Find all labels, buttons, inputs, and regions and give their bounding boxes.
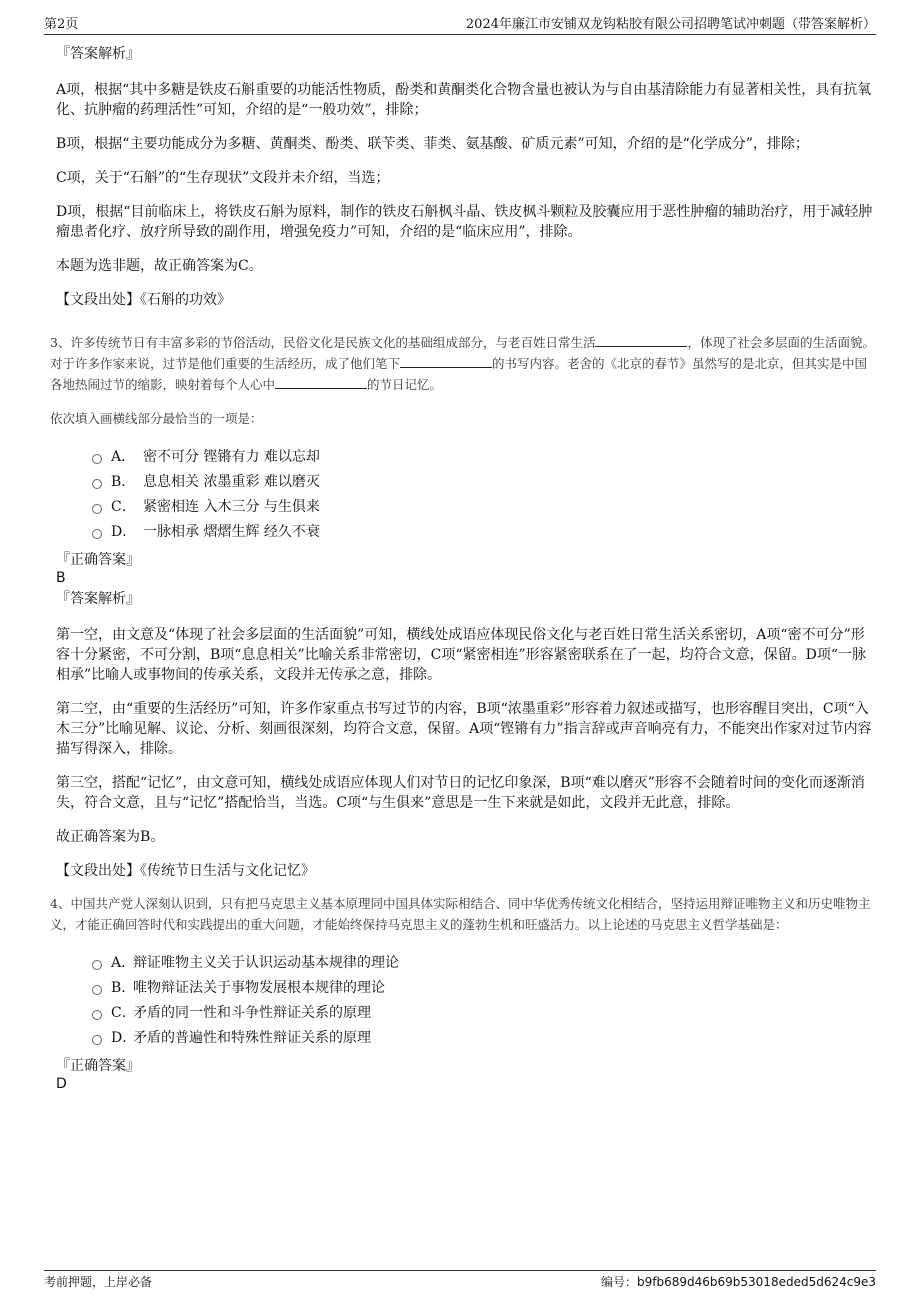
footer-slogan: 考前押题，上岸必备 <box>44 1275 153 1289</box>
option-letter: A． <box>111 954 136 971</box>
q3-analysis-para-1: 第一空，由文意及“体现了社会多层面的生活面貌”可知，横线处成语应体现民俗文化与老百姓日常生活关系密切，A项“密不可分”形容十分紧密，不可分割，B项“息息相关”比喻关系非常密切，C项“紧密相连”形容紧密联系在了一起，均符合文意，保留。D项“一脉相承”比喻人或事物间的传承关系，文段并无传承之意，排除。 <box>56 627 867 683</box>
q2-conclusion: 本题为选非题，故正确答案为C。 <box>56 258 263 274</box>
option-letter: B． <box>111 473 136 490</box>
page-header <box>44 10 876 35</box>
radio-icon[interactable] <box>92 529 102 539</box>
q4-option-c[interactable] <box>92 999 876 1024</box>
option-text: 密不可分 铿锵有力 难以忘却 <box>143 448 320 465</box>
q3-option-c[interactable] <box>92 493 876 518</box>
q3-blank-3 <box>275 376 367 389</box>
q2-source: 【文段出处】《石斛的功效》 <box>56 292 231 308</box>
q4-stem: 4、中国共产党人深刻认识到，只有把马克思主义基本原理同中国具体实际相结合、同中华优秀传统文化相结合，坚持运用辩证唯物主义和历史唯物主义，才能正确回答时代和实践提出的重大问题，才能始终保持马克思主义的蓬勃生机和旺盛活力。以上论述的马克思主义哲学基础是： <box>50 896 871 932</box>
q3-analysis-para-3: 第三空，搭配“记忆”，由文意可知，横线处成语应体现人们对节日的记忆印象深，B项“难以磨灭”形容不会随着时间的变化而逐渐消失，符合文意，且与“记忆”搭配恰当，当选。C项“与生俱来”意思是一生下来就是如此，文段并无此意，排除。 <box>56 775 865 811</box>
q4-option-d[interactable] <box>92 1024 876 1049</box>
option-text: 息息相关 浓墨重彩 难以磨灭 <box>143 473 320 490</box>
option-letter: C． <box>111 498 136 515</box>
q3-blank-2 <box>400 355 492 368</box>
q3-option-d[interactable] <box>92 518 876 543</box>
q3-stem-part4: 的节日记忆。 <box>367 377 443 392</box>
q3-stem-part2: ，体现了社会多层面的生活面貌。对于许多作家来说，过节是他们重要的生活经历，成了他们笔下 <box>50 335 875 371</box>
q3-option-b[interactable] <box>92 468 876 493</box>
q3-option-a[interactable] <box>92 443 876 468</box>
q3-blank-1 <box>595 334 687 347</box>
q3-stem-part3: 的书写内容。老舍的《北京的春节》虽然写的是北京，但其实是中国各地热闹过节的缩影，映射着每个人心中 <box>50 356 868 392</box>
q4-option-b[interactable] <box>92 974 876 999</box>
q4-correct-value: D <box>56 1076 67 1092</box>
q4-option-a[interactable] <box>92 949 876 974</box>
q3-analysis-label: 『答案解析』 <box>56 591 140 607</box>
main-content <box>50 44 876 1095</box>
q2-analysis-para-d: D项，根据“目前临床上，将铁皮石斛为原料，制作的铁皮石斛枫斗晶、铁皮枫斗颗粒及胶囊应用于恶性肿瘤的辅助治疗，用于减轻肿瘤患者化疗、放疗所导致的副作用，增强免疫力”可知，介绍的是“临床应用”，排除。 <box>56 204 873 240</box>
radio-icon[interactable] <box>92 985 102 995</box>
option-letter: D． <box>111 523 137 540</box>
option-text: 矛盾的普遍性和特殊性辩证关系的原理 <box>133 1029 371 1046</box>
q3-analysis-para-2: 第二空，由“重要的生活经历”可知，许多作家重点书写过节的内容，B项“浓墨重彩”形容着力叙述或描写，也形容醒目突出，C项“入木三分”比喻见解、议论、分析、刻画很深刻，均符合文意，保留。A项“铿锵有力”指言辞或声音响亮有力，不能突出作家对过节内容描写得深入，排除。 <box>56 701 872 757</box>
page-number: 第2页 <box>44 17 79 32</box>
option-text: 辩证唯物主义关于认识运动基本规律的理论 <box>133 954 399 971</box>
option-text: 一脉相承 熠熠生辉 经久不衰 <box>143 523 320 540</box>
q3-stem <box>50 332 876 395</box>
q4-options <box>92 949 876 1049</box>
q3-source: 【文段出处】《传统节日生活与文化记忆》 <box>56 863 315 879</box>
q3-correct-value: B <box>56 570 66 586</box>
radio-icon[interactable] <box>92 960 102 970</box>
option-letter: C． <box>111 1004 136 1021</box>
option-letter: A． <box>111 448 136 465</box>
q2-analysis-para-a: A项，根据“其中多糖是铁皮石斛重要的功能活性物质，酚类和黄酮类化合物含量也被认为与自由基清除能力有显著相关性，具有抗氧化、抗肿瘤的药理活性”可知，介绍的是“一般功效”，排除； <box>56 82 872 118</box>
q4-correct-label: 『正确答案』 <box>56 1058 140 1074</box>
option-letter: B． <box>111 979 136 996</box>
q2-analysis-para-b: B项，根据“主要功能成分为多糖、黄酮类、酚类、联苄类、菲类、氨基酸、矿质元素”可知，介绍的是“化学成分”，排除； <box>56 136 809 152</box>
q2-analysis-label: 『答案解析』 <box>56 46 140 62</box>
option-text: 矛盾的同一性和斗争性辩证关系的原理 <box>133 1004 371 1021</box>
radio-icon[interactable] <box>92 479 102 489</box>
page-footer <box>44 1270 876 1293</box>
q3-stem-part1: 3、许多传统节日有丰富多彩的节俗活动，民俗文化是民族文化的基础组成部分，与老百姓日常生活 <box>50 335 596 350</box>
option-text: 紧密相连 入木三分 与生俱来 <box>143 498 320 515</box>
radio-icon[interactable] <box>92 1035 102 1045</box>
document-title: 2024年廉江市安铺双龙钩粘胶有限公司招聘笔试冲刺题（带答案解析） <box>465 17 876 32</box>
q3-conclusion: 故正确答案为B。 <box>56 829 165 845</box>
q3-prompt: 依次填入画横线部分最恰当的一项是： <box>50 411 263 426</box>
radio-icon[interactable] <box>92 454 102 464</box>
option-text: 唯物辩证法关于事物发展根本规律的理论 <box>133 979 385 996</box>
document-serial: 编号：b9fb689d46b69b53018eded5d624c9e3 <box>601 1275 876 1289</box>
radio-icon[interactable] <box>92 504 102 514</box>
q2-analysis-para-c: C项，关于“石斛”的“生存现状”文段并未介绍，当选； <box>56 170 390 186</box>
q3-correct-label: 『正确答案』 <box>56 552 140 568</box>
radio-icon[interactable] <box>92 1010 102 1020</box>
option-letter: D． <box>111 1029 137 1046</box>
q3-options <box>92 443 876 543</box>
